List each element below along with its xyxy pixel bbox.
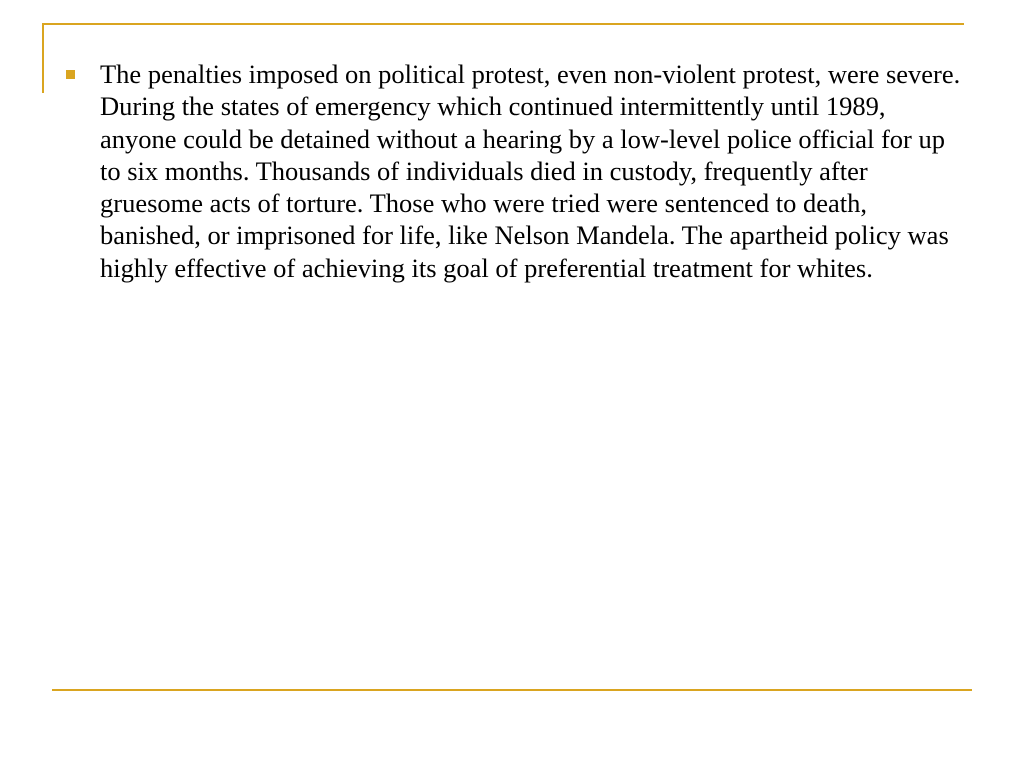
bullet-list bbox=[66, 58, 966, 284]
frame-bottom-rule bbox=[52, 689, 972, 691]
bullet-item bbox=[66, 58, 966, 284]
bullet-text: The penalties imposed on political protest, even non-violent protest, were severe. During the states of emergency which continued intermittently until 1989, anyone could be detained without a hearing by a low-level police official for up to six months. Thousands of individuals died in custody, frequently after gruesome acts of torture. Those who were tried were sentenced to death, banished, or imprisoned for life, like Nelson Mandela. The apartheid policy was highly effective of achieving its goal of preferential treatment for whites. bbox=[100, 59, 961, 283]
frame-left-rule bbox=[42, 23, 44, 93]
square-bullet-icon bbox=[66, 70, 75, 79]
frame-top-rule bbox=[42, 23, 964, 25]
